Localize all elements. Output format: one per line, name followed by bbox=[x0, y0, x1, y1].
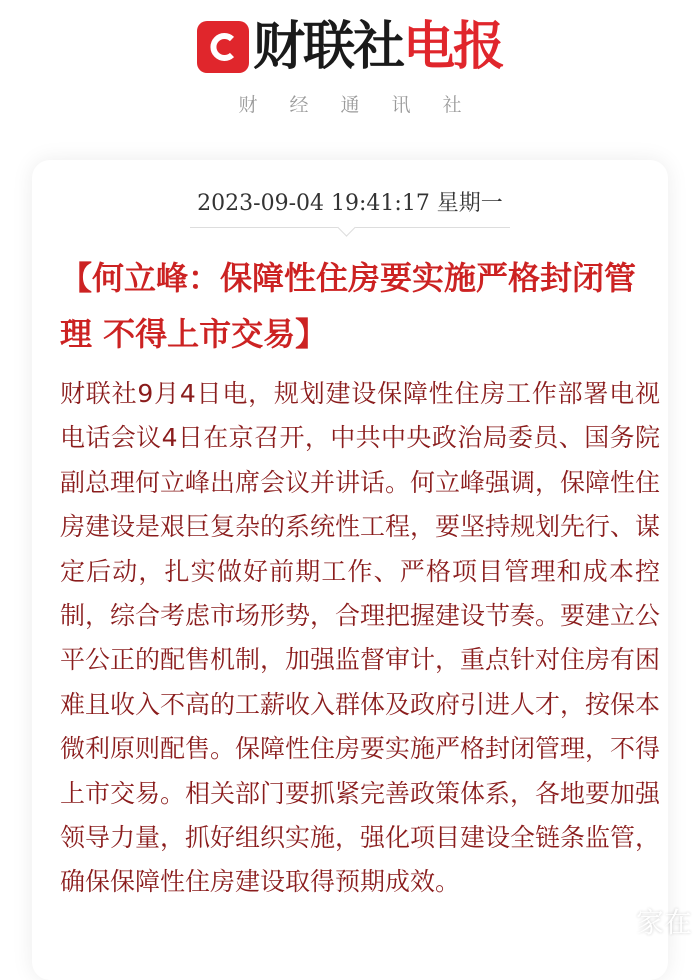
header bbox=[0, 0, 700, 140]
brand-name-highlight: 电报 bbox=[403, 17, 504, 77]
article-headline: 【何立峰：保障性住房要实施严格封闭管理 不得上市交易】 bbox=[60, 259, 637, 353]
brand-name: 财联社 bbox=[252, 17, 403, 77]
brand-logo bbox=[0, 14, 700, 80]
logo-icon bbox=[197, 21, 249, 73]
tagline: 财经通讯社 bbox=[238, 94, 494, 116]
article-datetime: 2023-09-04 19:41:17 星期一 bbox=[197, 191, 503, 216]
article-body: 财联社9月4日电，规划建设保障性住房工作部署电视电话会议4日在京召开，中共中央政治局委员、国务院副总理何立峰出席会议并讲话。何立峰强调，保障性住房建设是艰巨复杂的系统性工程，要坚持规划先行、谋定后动，扎实做好前期工作、严格项目管理和成本控制，综合考虑市场形势，合理把握建设节奏。要建立公平公正的配售机制，加强监督审计，重点针对住房有困难且收入不高的工薪收入群体及政府引进人才，按保本微利原则配售。保障性住房要实施严格封闭管理，不得上市交易。相关部门要抓紧完善政策体系，各地要加强领导力量，抓好组织实施，强化项目建设全链条监管，确保保障性住房建设取得预期成效。 bbox=[60, 379, 661, 897]
c-letter-icon bbox=[205, 29, 241, 65]
watermark: 家在 bbox=[635, 906, 692, 939]
